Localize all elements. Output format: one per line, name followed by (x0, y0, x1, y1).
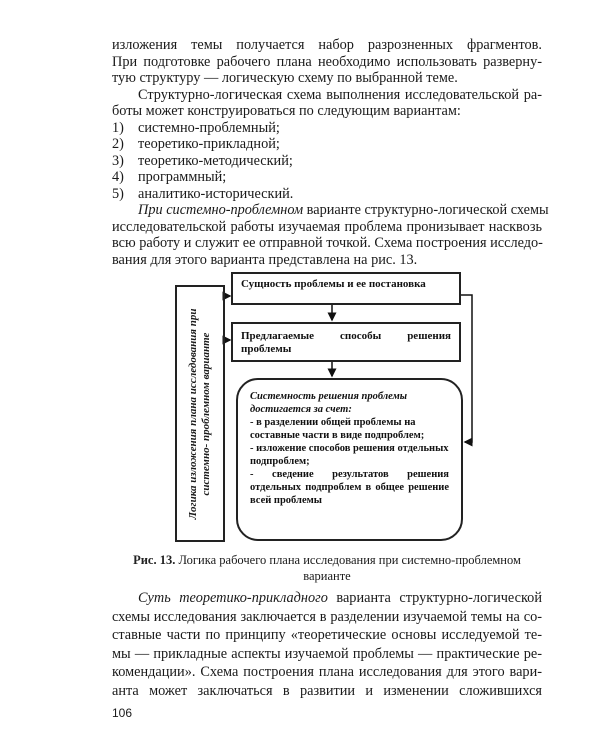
box-solutions (231, 322, 461, 362)
list-text: программный; (138, 169, 227, 185)
list-number: 3) (112, 152, 124, 169)
text-line: вания для этого варианта представлена на рис. 13. (112, 251, 418, 268)
list-text: теоретико-методический; (138, 152, 293, 169)
list-number: 4) (112, 169, 124, 185)
text-line: анта может заключаться в развитии и изменении сложившихся (112, 683, 542, 699)
box-item: - изложение способов решения отдельных подпроблем; (250, 443, 449, 467)
box-problem-essence (231, 272, 461, 305)
text-line: исследовательской работы изучаемая проблема пронизывает насквозь (112, 218, 542, 235)
text-line: всю работу и служит ее отправной точкой. Схема построения исследо- (112, 235, 543, 251)
box-text: Предлагаемые способы решения проблемы (241, 330, 451, 355)
box-item: - сведение результатов решения отдельных подпроблем в общее решение всей проблемы (250, 469, 449, 506)
text-line: ставные части по принципу «теоретические основы исследуемой те- (112, 627, 542, 643)
list-text: аналитико-исторический. (138, 185, 294, 202)
text-line: боты может конструироваться по следующим вариантам: (112, 103, 461, 119)
box-systemic-solution (236, 378, 463, 541)
list-number: 5) (112, 185, 124, 202)
text-line: мы — прикладные аспекты изучаемой проблемы — практические ре- (112, 646, 542, 662)
caption-label: Рис. 13. (133, 553, 176, 567)
side-label-box (175, 285, 225, 542)
list-number: 2) (112, 136, 124, 152)
text-line: При подготовке рабочего плана необходимо использовать разверну- (112, 53, 542, 70)
text-line: комендации». Схема построения плана исследования для этого вари- (112, 664, 542, 680)
figure-caption-line2: варианте (303, 569, 351, 583)
text-line (138, 590, 542, 607)
text-line: Структурно-логическая схема выполнения исследовательской ра- (138, 86, 542, 103)
text-line: изложения темы получается набор разрозненных фрагментов. (112, 37, 542, 53)
text-line: схемы исследования заключается в разделении изучаемой темы на со- (112, 609, 542, 625)
text-line: тую структуру — логическую схему по выбранной теме. (112, 70, 458, 86)
box-item: - в разделении общей проблемы на составные части в виде подпроблем; (250, 417, 425, 441)
italic-term: Суть теоретико-прикладного (138, 590, 328, 606)
list-number: 1) (112, 119, 124, 136)
page-number: 106 (112, 706, 133, 720)
box-text: Сущность проблемы и ее постановка (241, 278, 426, 290)
figure-caption (112, 552, 542, 568)
list-text: теоретико-прикладной; (138, 136, 280, 152)
side-label: Логика изложения плана исследования при системно- проблемном варианте (187, 307, 212, 520)
italic-term: При системно-проблемном (138, 202, 304, 218)
list-text: системно-проблемный; (138, 119, 280, 136)
text-span: варианте структурно-логической схемы (303, 202, 549, 218)
box-heading: Системность решения проблемы достигается за счет: (250, 391, 408, 415)
caption-text: Логика рабочего плана исследования при системно-проблемном (175, 553, 521, 567)
text-span: варианта структурно-логической (327, 590, 542, 606)
